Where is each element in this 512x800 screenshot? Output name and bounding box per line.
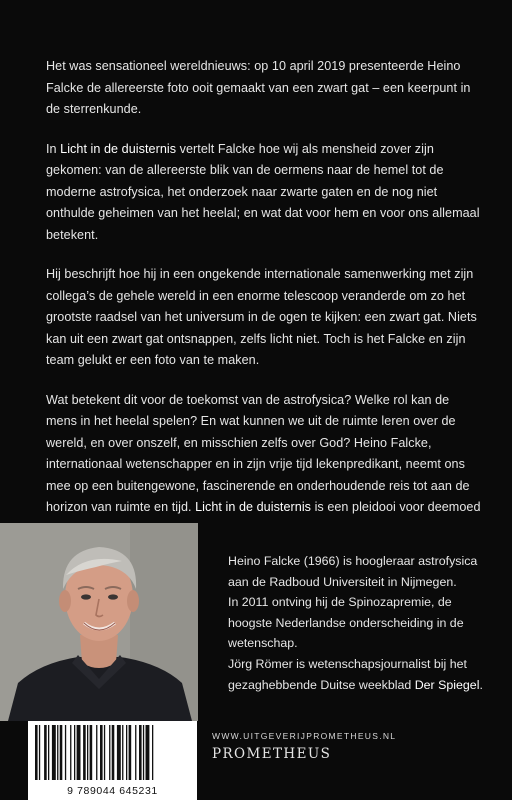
bio-romer-end: . [479, 677, 483, 692]
author-portrait-illustration [0, 523, 198, 721]
bio-romer [228, 654, 496, 695]
blurb-p2-rest: vertelt Falcke hoe wij als mensheid zover zijn gekomen: van de allereerste blik van de oermens naar de hemel tot de moderne astrofysica, het onderzoek naar zwarte gaten en de nog niet onthulde geheimen van het heelal; en wat dat voor hem en voor ons allemaal betekent. [46, 141, 480, 242]
barcode-bar [60, 725, 63, 780]
barcode-bar [112, 725, 115, 780]
barcode-bar [83, 725, 86, 780]
blurb-p2-lead: In [46, 141, 61, 156]
back-cover-blurb [46, 56, 482, 558]
barcode-bar [139, 725, 142, 780]
barcode-bar [135, 725, 136, 780]
book-title-mention: Licht in de duisternis [60, 141, 177, 156]
blurb-paragraph-3: Hij beschrijft hoe hij in een ongekende internationale samenwerking met zijn collega’s de gehele wereld in een enorme telescoop veranderde om zo het grootste raadsel van het universum in de ogen te kijken: een zwart gat. Niets kan uit een zwart gat ontsnappen, zelfs licht niet. Toch is het Falcke en zijn team gelukt er een foto van te maken. [46, 267, 477, 367]
barcode-bar [129, 725, 132, 780]
author-bio [228, 551, 496, 695]
bio-award: In 2011 ontving hij de Spinozapremie, de hoogste Nederlandse onderscheiding in de wetenschap. [228, 595, 464, 651]
barcode-bar [143, 725, 144, 780]
barcode-bar [152, 725, 153, 780]
barcode-bar [126, 725, 127, 780]
barcode-bar [122, 725, 123, 780]
barcode-bars [35, 725, 190, 780]
barcode-bar [57, 725, 58, 780]
barcode-bar [52, 725, 56, 780]
bio-falcke: Heino Falcke (1966) is hoogleraar astrofysica aan de Radboud Universiteit in Nijmegen. [228, 554, 478, 589]
book-title-mention: Licht in de duisternis [195, 500, 312, 514]
barcode-bar [146, 725, 150, 780]
barcode-bar [87, 725, 88, 780]
barcode-bar [39, 725, 40, 780]
barcode-bar [100, 725, 103, 780]
author-photo [0, 523, 198, 721]
barcode-bar [109, 725, 110, 780]
barcode-bar [117, 725, 121, 780]
barcode-bar [104, 725, 105, 780]
barcode-bar [65, 725, 66, 780]
barcode-bar [90, 725, 93, 780]
publisher-website[interactable]: WWW.UITGEVERIJPROMETHEUS.NL [212, 731, 397, 741]
blurb-paragraph-1: Het was sensationeel wereldnieuws: op 10 april 2019 presenteerde Heino Falcke de allereerste foto ooit gemaakt van een zwart gat – een keerpunt in de sterrenkunde. [46, 59, 471, 116]
blurb-paragraph-2 [46, 139, 482, 247]
isbn-barcode [28, 721, 197, 800]
bio-romer-lead: Jörg Römer is wetenschapsjournalist bij het gezaghebbende Duitse weekblad [228, 656, 467, 692]
magazine-title: Der Spiegel [414, 677, 480, 692]
blurb-p4-rest: is een pleidooi voor deemoed [314, 500, 481, 514]
barcode-bar [44, 725, 47, 780]
isbn-number: 9 789044 645231 [67, 785, 158, 797]
barcode-bar [70, 725, 71, 780]
barcode-bar [77, 725, 81, 780]
publisher-logo: PROMETHEUS [212, 746, 332, 762]
barcode-bar [35, 725, 38, 780]
blurb-paragraph-4 [46, 390, 482, 541]
barcode-bar [48, 725, 49, 780]
barcode-bar [96, 725, 97, 780]
barcode-bar [74, 725, 75, 780]
blurb-p4-lead: Wat betekent dit voor de toekomst van de astrofysica? Welke rol kan de mens in het heelal spelen? En wat kunnen we uit de ruimte leren over de wereld, en over onszelf, en misschien zelfs over God? Heino Falcke, internationaal wetenschapper en in zijn vrije tijd lekenpredikant, neemt ons mee op een buitengewone, fascinerende en onderhoudende reis tot aan de horizon van ruimte en tijd. [46, 392, 470, 514]
